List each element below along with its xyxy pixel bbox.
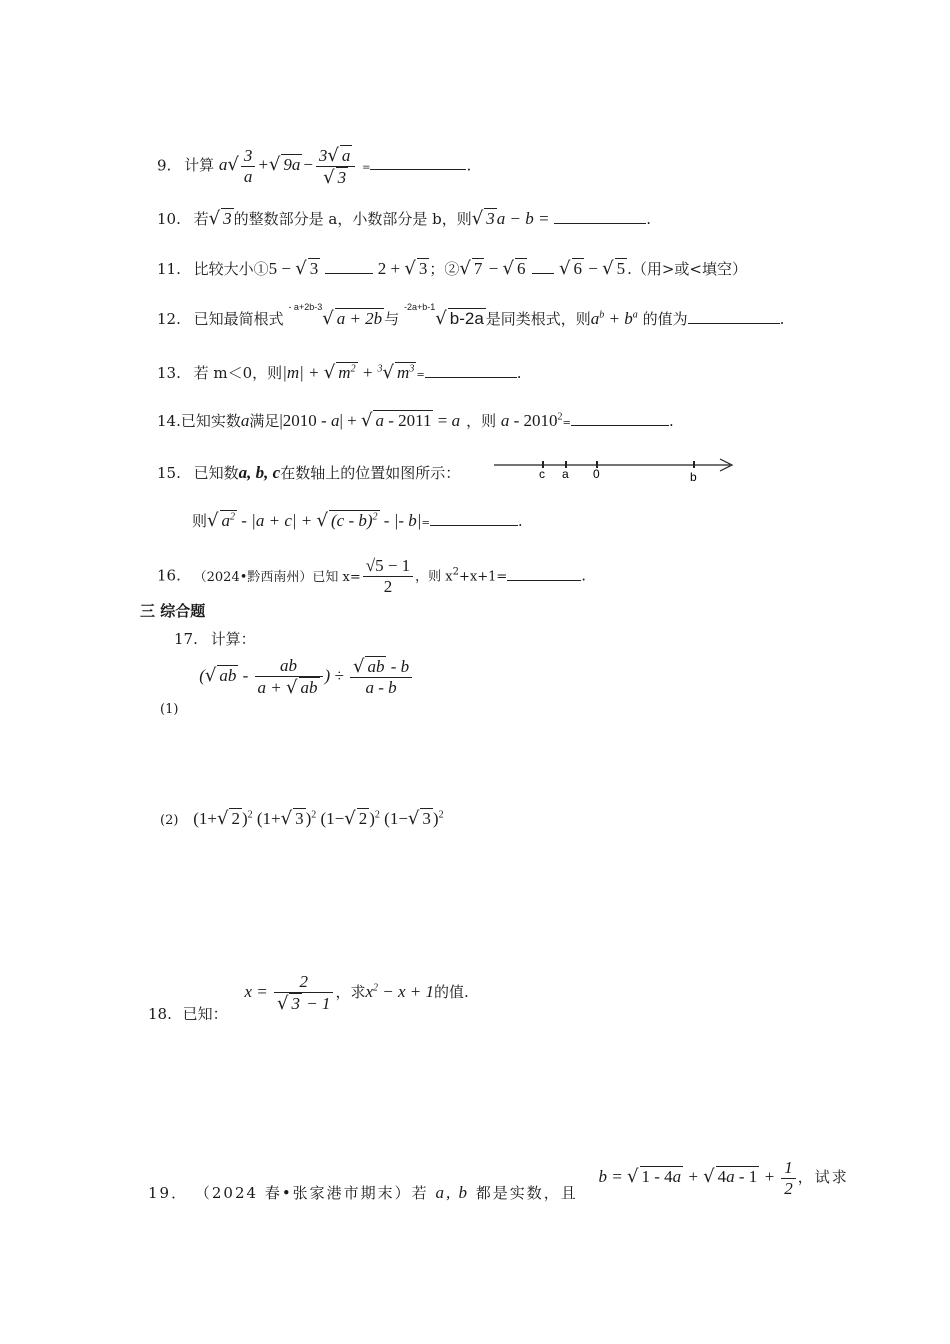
question-number: 13. — [157, 364, 181, 382]
answer-blank[interactable] — [688, 309, 780, 324]
part-label: (2) — [160, 813, 179, 828]
answer-blank[interactable] — [425, 363, 517, 378]
axis-label-a: a — [562, 467, 569, 481]
answer-blank[interactable] — [532, 259, 554, 274]
formula: $\frac{√5 - 1}{2}$ — [363, 556, 413, 597]
question-15: 15. 已知数a, b, c在数轴上的位置如图所示： — [157, 463, 461, 482]
axis-label-c: c — [539, 467, 545, 481]
question-11: 11. 比较大小①5 − √ 3 2 + √ 3 ；②√ 7 − √ 6 √ 6 − √ 5 .（用>或<填空） — [157, 258, 747, 279]
answer-blank[interactable] — [430, 511, 518, 526]
formula: √ 3 — [208, 208, 232, 229]
question-number: 14. — [157, 412, 181, 430]
question-12: 12. 已知最简根式 $^{- a+2b-3}$√ a + 2b 与 $^{-2a+b-1}$√ b-2a 是同类根式，则$a^b + b^a$ 的值为 . — [157, 302, 785, 329]
question-13: 13. 若 m＜0，则|m| + √ $m^2 + ^3√$ $m^3=$ . — [157, 362, 522, 383]
question-number: 15. — [157, 464, 181, 482]
question-17-part1 — [160, 656, 410, 717]
formula: |m| + √ $m^2 + ^3√$ $m^3$ — [282, 362, 415, 383]
part-label: (1) — [160, 701, 179, 717]
number-line — [490, 452, 740, 484]
root-index: - a+2b-3 — [288, 302, 323, 312]
formula: √ 7 − √ 6 — [459, 258, 526, 279]
formula: $a^b + b^a$ — [590, 309, 638, 328]
answer-blank[interactable] — [370, 155, 466, 170]
question-number: 12. — [157, 310, 181, 328]
formula: √ $a^2 - |a + c|$ + √ (c - b)$^2$ - |- b| — [207, 510, 422, 531]
equals: = — [362, 162, 371, 174]
root-index: -2a+b-1 — [403, 302, 436, 312]
axis-label-b: b — [690, 470, 697, 484]
question-number: 11. — [157, 260, 181, 278]
formula: x = $\frac{2}{√ 3 - 1}$ — [244, 982, 335, 1001]
section-heading: 三 综合题 — [140, 602, 206, 620]
formula: a - 2010$^2$ — [500, 411, 563, 430]
question-18: 18. 已知： x = $\frac{2}{√ 3 - 1}$ ，求$x^2 - x + 1$的值. — [148, 972, 469, 1023]
question-number: 16. — [157, 566, 181, 585]
axis-label-0: 0 — [593, 467, 600, 481]
formula: (1+√ 2 )$^2$ (1+√ 3 )$^2$ (1−√ 2 )$^2$ (1−√ 3 )$^2$ — [193, 808, 444, 829]
question-16: 16. （2024•黔西南州）已知 x= $\frac{√5 - 1}{2}$ ，则 $x^2+x+1=$ . — [157, 556, 587, 596]
formula: |2010 - a| + √ a - 2011 = a — [279, 410, 461, 431]
question-14: 14.已知实数a满足|2010 - a| + √ a - 2011 = a ，则 $a - 2010^2=$ . — [157, 410, 674, 431]
formula: (√ ab - $\frac{ab}{a + √ ab}$ ) ÷ $\frac{√ ab - b}{a - b}$ — [199, 666, 414, 685]
answer-blank[interactable] — [325, 259, 373, 274]
formula: b = √ 1 - 4a + √ 4a - 1 + $\frac{1}{2}$ — [599, 1167, 798, 1186]
answer-blank[interactable] — [554, 209, 646, 224]
answer-blank[interactable] — [571, 411, 669, 426]
question-number: 10. — [157, 210, 181, 228]
formula: √ b-2a — [435, 308, 484, 329]
formula: √ 3 a − b = — [471, 208, 550, 229]
question-9: 9. 计算 a√ $\frac{3}{a}$ +√ 9a − $\frac{3√ a}{√ 3}$ = . — [157, 145, 472, 188]
question-17: 17. 计算： — [174, 630, 256, 648]
formula: 5 − √ 3 — [268, 258, 319, 279]
question-number: 18. — [148, 1004, 172, 1023]
question-15-line2: 则√ $a^2 - |a + c|$ + √ (c - b)$^2$ - |- b|= . — [192, 510, 523, 531]
question-text: 计算 — [184, 156, 215, 175]
answer-blank[interactable] — [507, 566, 581, 581]
question-19: 19． （2024 春•张家港市期末）若 a, b 都是实数，且 b = √ 1 - 4a + √ 4a - 1 + $\frac{1}{2}$ ，试求 — [148, 1158, 849, 1203]
formula: $x^2 - x + 1$ — [365, 981, 434, 1001]
question-10: 10. 若√ 3 的整数部分是 a，小数部分是 b，则√ 3 a − b = . — [157, 208, 651, 229]
formula: 2 + √ 3 — [377, 258, 428, 279]
question-number: 17. — [174, 630, 198, 648]
question-number: 9. — [157, 156, 172, 175]
formula: √ 6 − √ 5 — [559, 258, 626, 279]
question-17-part2 — [160, 808, 444, 829]
formula: √ a + 2b — [322, 308, 383, 329]
question-number: 19． — [148, 1184, 189, 1203]
formula: a√ $\frac{3}{a}$ +√ 9a − $\frac{3√ a}{√ 3}$ — [219, 155, 357, 174]
